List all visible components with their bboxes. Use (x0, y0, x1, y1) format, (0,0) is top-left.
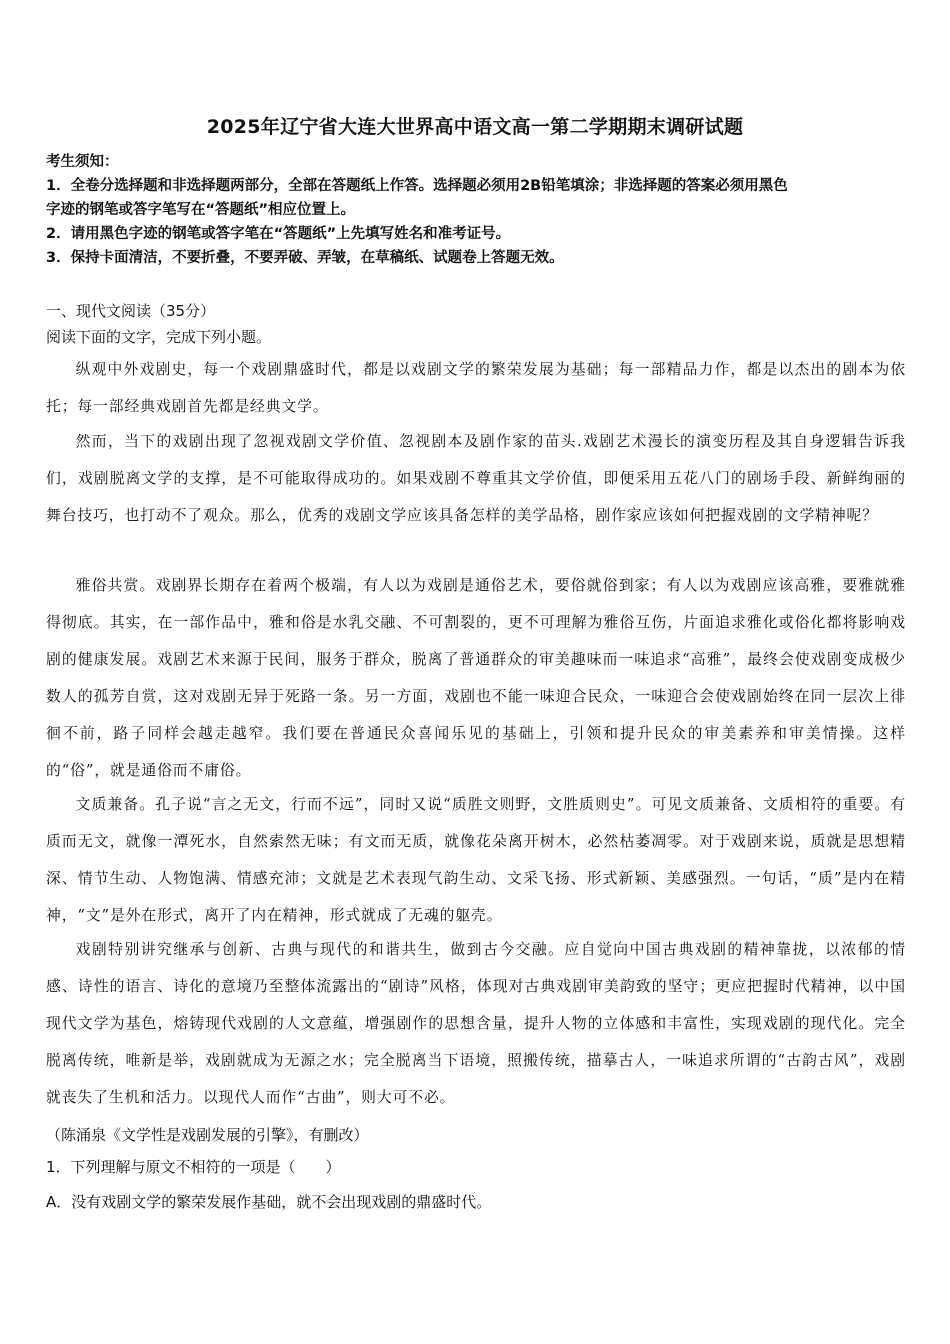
article-source: （陈涌泉《文学性是戏剧发展的引擎》，有删改） (46, 1126, 369, 1144)
article-paragraph: 雅俗共赏。戏剧界长期存在着两个极端，有人以为戏剧是通俗艺术，要俗就俗到家；有人以为戏剧应该高雅，要雅就雅得彻底。其实，在一部作品中，雅和俗是水乳交融、不可割裂的，更不可理解为雅俗互伤，片面追求雅化或俗化都将影响戏剧的健康发展。戏剧艺术来源于民间，服务于群众，脱离了普通群众的审美趣味而一味追求“高雅”，最终会使戏剧变成极少数人的孤芳自赏，这对戏剧无异于死路一条。另一方面，戏剧也不能一味迎合民众，一味迎合会使戏剧始终在同一层次上徘徊不前，路子同样会越走越窄。我们要在普通民众喜闻乐见的基础上，引领和提升民众的审美素养和审美情操。这样的“俗”，就是通俗而不庸俗。 (46, 577, 906, 779)
section-heading: 一、现代文阅读（35分） (46, 302, 216, 320)
article-paragraph: 然而，当下的戏剧出现了忽视戏剧文学价值、忽视剧本及剧作家的苗头.戏剧艺术漫长的演变历程及其自身逻辑告诉我们，戏剧脱离文学的支撑，是不可能取得成功的。如果戏剧不尊重其文学价值，即便采用五花八门的剧场手段、新鲜绚丽的舞台技巧，也打动不了观众。那么，优秀的戏剧文学应该具备怎样的美学品格，剧作家应该如何把握戏剧的文学精神呢？ (46, 433, 906, 524)
notice-item: 2．请用黑色字迹的钢笔或答字笔在“答题纸”上先填写姓名和准考证号。 (46, 226, 511, 242)
article-paragraph: 纵观中外戏剧史，每一个戏剧鼎盛时代，都是以戏剧文学的繁荣发展为基础；每一部精品力作，都是以杰出的剧本为依托；每一部经典戏剧首先都是经典文学。 (46, 361, 906, 415)
notice-block (46, 150, 906, 270)
article-paragraph: 文质兼备。孔子说“言之无文，行而不远”，同时又说“质胜文则野，文胜质则史”。可见文质兼备、文质相符的重要。有质而无文，就像一潭死水，自然索然无味；有文而无质，就像花朵离开树木，必然枯萎凋零。对于戏剧来说，质就是思想精深、情节生动、人物饱满、情感充沛；文就是艺术表现气韵生动、文采飞扬、形式新颖、美感强烈。一句话，“质”是内在精神，“文”是外在形式，离开了内在精神，形式就成了无魂的躯壳。 (46, 796, 906, 924)
notice-item: 3．保持卡面清洁，不要折叠，不要弄破、弄皱，在草稿纸、试题卷上答题无效。 (46, 250, 564, 266)
option-a: A．没有戏剧文学的繁荣发展作基础，就不会出现戏剧的鼎盛时代。 (46, 1193, 492, 1211)
notice-item: 字迹的钢笔或答字笔写在“答题纸”相应位置上。 (46, 202, 356, 218)
document-title: 2025年辽宁省大连大世界高中语文高一第二学期期末调研试题 (206, 116, 744, 138)
article-paragraph: 戏剧特别讲究继承与创新、古典与现代的和谐共生，做到古今交融。应自觉向中国古典戏剧的精神靠拢，以浓郁的情感、诗性的语言、诗化的意境乃至整体流露出的“剧诗”风格，体现对古典戏剧审美韵致的坚守；更应把握时代精神，以中国现代文学为基色，熔铸现代戏剧的人文意蕴，增强剧作的思想含量，提升人物的立体感和丰富性，实现戏剧的现代化。完全脱离传统，唯新是举，戏剧就成为无源之水；完全脱离当下语境，照搬传统，描摹古人，一味追求所谓的“古韵古风”，戏剧就丧失了生机和活力。以现代人而作“古曲”，则大可不必。 (46, 941, 906, 1106)
notice-item: 1．全卷分选择题和非选择题两部分，全部在答题纸上作答。选择题必须用2B铅笔填涂；非选择题的答案必须用黑色 (46, 178, 788, 194)
section-instruction: 阅读下面的文字，完成下列小题。 (46, 328, 272, 346)
notice-heading: 考生须知： (46, 154, 119, 170)
question-1: 1．下列理解与原文不相符的一项是（ ） (46, 1158, 341, 1176)
